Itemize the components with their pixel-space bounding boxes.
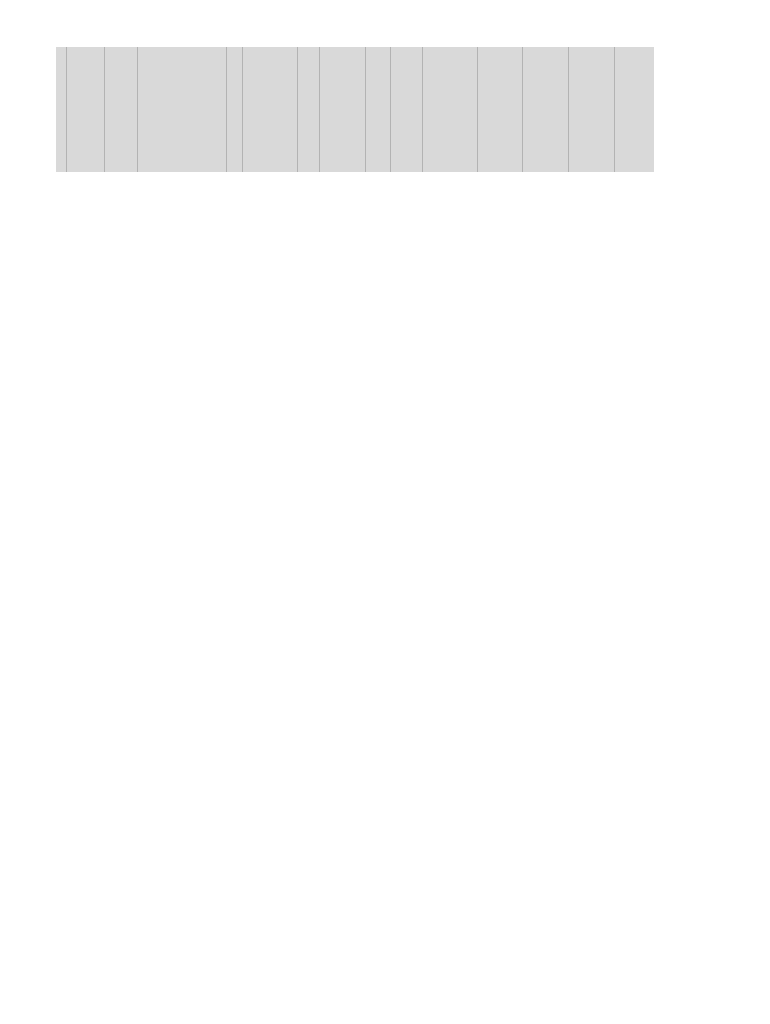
header-band [56,47,654,172]
